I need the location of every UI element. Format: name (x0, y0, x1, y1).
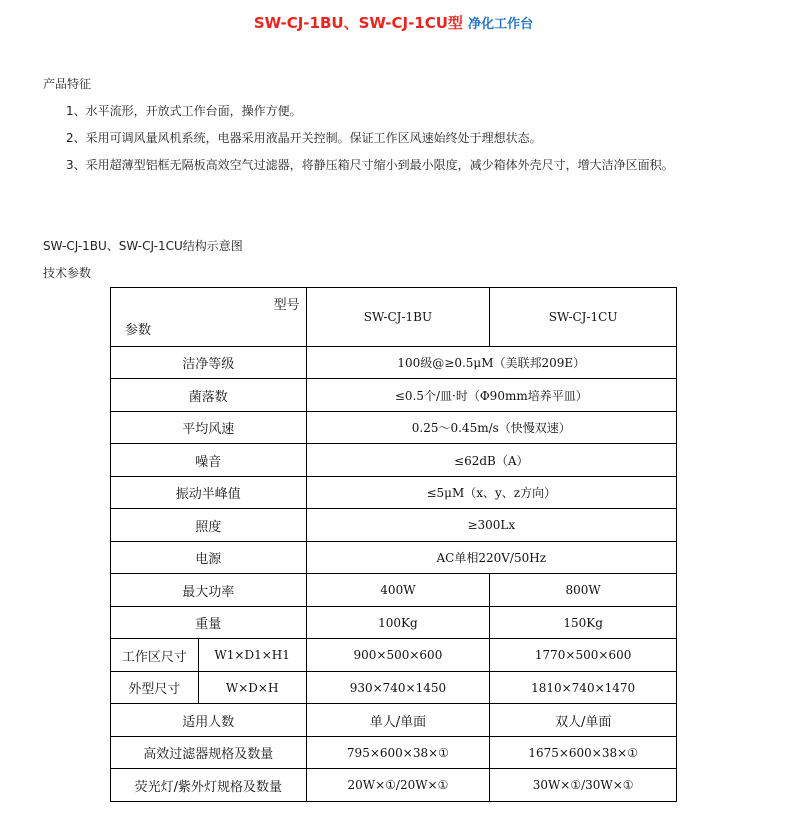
table-row (111, 704, 677, 737)
table-row (111, 347, 677, 379)
row-sublabel: W×D×H (198, 672, 306, 704)
feature-item-1: 1、水平流形，开放式工作台面，操作方便。 (66, 104, 302, 118)
row-value-2: 1675×600×38×① (490, 737, 677, 769)
features-heading: 产品特征 (43, 77, 92, 91)
tech-label: 技术参数 (43, 266, 92, 280)
row-label: 菌落数 (111, 379, 307, 412)
table-row (111, 574, 677, 607)
row-value: ≥300Lx (306, 509, 676, 542)
row-value-1: 单人/单面 (306, 704, 490, 737)
header-diagonal-cell (111, 288, 307, 347)
row-value: ≤62dB（A） (306, 444, 676, 477)
table-row (111, 672, 677, 704)
header-model-label: 型号 (273, 298, 300, 313)
row-label: 平均风速 (111, 412, 307, 444)
row-value-2: 1770×500×600 (490, 639, 677, 672)
table-row (111, 412, 677, 444)
row-value: ≤0.5个/皿·时（Φ90mm培养平皿） (306, 379, 676, 412)
row-value-1: 930×740×1450 (306, 672, 490, 704)
row-value: ≤5μM（x、y、z方向） (306, 477, 676, 509)
table-header-row (111, 288, 677, 347)
row-label: 噪音 (111, 444, 307, 477)
row-label: 洁净等级 (111, 347, 307, 379)
row-value-1: 400W (306, 574, 490, 607)
row-value: 100级@≥0.5μM（美联邦209E） (306, 347, 676, 379)
row-label: 最大功率 (111, 574, 307, 607)
feature-item-3: 3、采用超薄型铝框无隔板高效空气过滤器，将静压箱尺寸缩小到最小限度，减少箱体外壳尺寸，增大洁净区面积。 (66, 158, 674, 172)
row-value-1: 795×600×38×① (306, 737, 490, 769)
row-label: 照度 (111, 509, 307, 542)
table-row (111, 769, 677, 802)
row-label: 高效过滤器规格及数量 (111, 737, 307, 769)
table-row (111, 542, 677, 574)
row-label: 适用人数 (111, 704, 307, 737)
title-name: 净化工作台 (468, 17, 534, 32)
row-label: 重量 (111, 607, 307, 639)
row-value: AC单相220V/50Hz (306, 542, 676, 574)
row-value-2: 双人/单面 (490, 704, 677, 737)
feature-item-2: 2、采用可调风量风机系统，电器采用液晶开关控制。保证工作区风速始终处于理想状态。 (66, 131, 542, 145)
page-title (0, 12, 787, 33)
row-label: 振动半峰值 (111, 477, 307, 509)
row-value-1: 900×500×600 (306, 639, 490, 672)
row-label: 外型尺寸 (111, 672, 199, 704)
table-row (111, 444, 677, 477)
row-value-1: 100Kg (306, 607, 490, 639)
title-models: SW-CJ-1BU、SW-CJ-1CU型 (253, 14, 463, 32)
row-label: 工作区尺寸 (111, 639, 199, 672)
table-row (111, 509, 677, 542)
header-param-label: 参数 (125, 323, 152, 338)
row-label: 荧光灯/紫外灯规格及数量 (111, 769, 307, 802)
row-value: 0.25～0.45m/s（快慢双速） (306, 412, 676, 444)
spec-table (110, 287, 677, 802)
table-row (111, 477, 677, 509)
row-sublabel: W1×D1×H1 (198, 639, 306, 672)
row-value-1: 20W×①/20W×① (306, 769, 490, 802)
header-model-2: SW-CJ-1CU (490, 288, 677, 347)
table-row (111, 639, 677, 672)
row-value-2: 800W (490, 574, 677, 607)
table-row (111, 607, 677, 639)
table-row (111, 379, 677, 412)
diagram-label: SW-CJ-1BU、SW-CJ-1CU结构示意图 (43, 239, 243, 253)
row-value-2: 30W×①/30W×① (490, 769, 677, 802)
row-label: 电源 (111, 542, 307, 574)
table-row (111, 737, 677, 769)
header-model-1: SW-CJ-1BU (306, 288, 490, 347)
row-value-2: 1810×740×1470 (490, 672, 677, 704)
row-value-2: 150Kg (490, 607, 677, 639)
